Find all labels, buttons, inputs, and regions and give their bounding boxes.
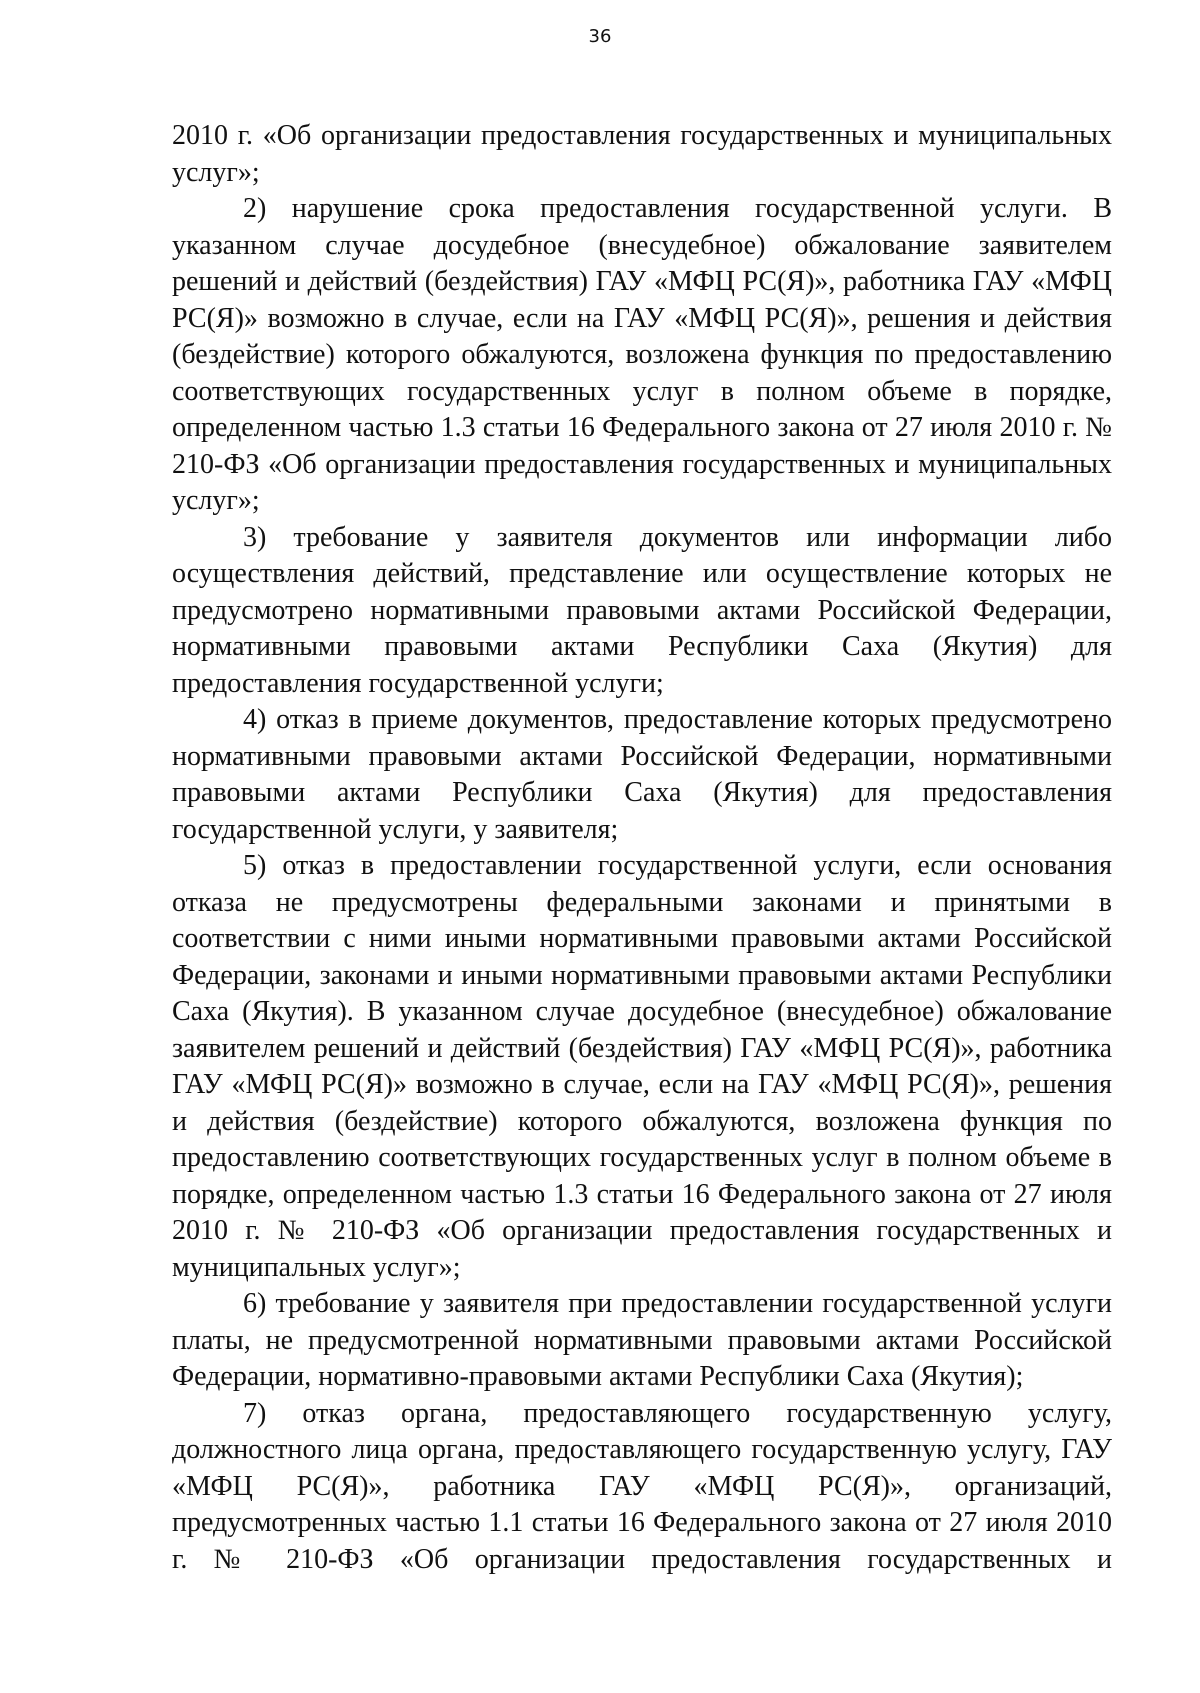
paragraph-item-4: 4) отказ в приеме документов, предоставление которых предусмотрено нормативными правовыми актами Российской Федерации, нормативными правовыми актами Республики Саха (Якутия) для предоставления государственной услуги, у заявителя; [172, 704, 1112, 845]
document-body [172, 118, 1112, 1578]
paragraph-item-5: 5) отказ в предоставлении государственной услуги, если основания отказа не предусмотрены федеральными законами и принятыми в соответствии с ними иными нормативными правовыми актами Российской Федерации, законами и иными нормативными правовыми актами Республики Саха (Якутия). В указанном случае досудебное (внесудебное) обжалование заявителем решений и действий (бездействия) ГАУ «МФЦ РС(Я)», работника ГАУ «МФЦ РС(Я)» возможно в случае, если на ГАУ «МФЦ РС(Я)», решения и действия (бездействие) которого обжалуются, возложена функция по предоставлению соответствующих государственных услуг в полном объеме в порядке, определенном частью 1.3 статьи 16 Федерального закона от 27 июля 2010 г. № 210-ФЗ «Об организации предоставления государственных и муниципальных услуг»; [172, 850, 1112, 1283]
paragraph-item-2: 2) нарушение срока предоставления государственной услуги. В указанном случае досудебное (внесудебное) обжалование заявителем решений и действий (бездействия) ГАУ «МФЦ РС(Я)», работника ГАУ «МФЦ РС(Я)» возможно в случае, если на ГАУ «МФЦ РС(Я)», решения и действия (бездействие) которого обжалуются, возложена функция по предоставлению соответствующих государственных услуг в полном объеме в порядке, определенном частью 1.3 статьи 16 Федерального закона от 27 июля 2010 г. № 210-ФЗ «Об организации предоставления государственных и муниципальных услуг»; [172, 193, 1112, 516]
paragraph-continuation: 2010 г. «Об организации предоставления государственных и муниципальных услуг»; [172, 120, 1112, 188]
paragraph-item-3: 3) требование у заявителя документов или информации либо осуществления действий, представление или осуществление которых не предусмотрено нормативными правовыми актами Российской Федерации, нормативными правовыми актами Республики Саха (Якутия) для предоставления государственной услуги; [172, 521, 1112, 699]
paragraph-item-6: 6) требование у заявителя при предоставлении государственной услуги платы, не предусмотренной нормативными правовыми актами Российской Федерации, нормативно-правовыми актами Республики Саха (Якутия); [172, 1288, 1112, 1392]
paragraph-item-7: 7) отказ органа, предоставляющего государственную услугу, должностного лица органа, предоставляющего государственную услугу, ГАУ «МФЦ РС(Я)», работника ГАУ «МФЦ РС(Я)», организаций, предусмотренных частью 1.1 статьи 16 Федерального закона от 27 июля 2010 г. № 210-ФЗ «Об организации предоставления государственных и [172, 1397, 1112, 1575]
page-number: 36 [588, 26, 612, 47]
